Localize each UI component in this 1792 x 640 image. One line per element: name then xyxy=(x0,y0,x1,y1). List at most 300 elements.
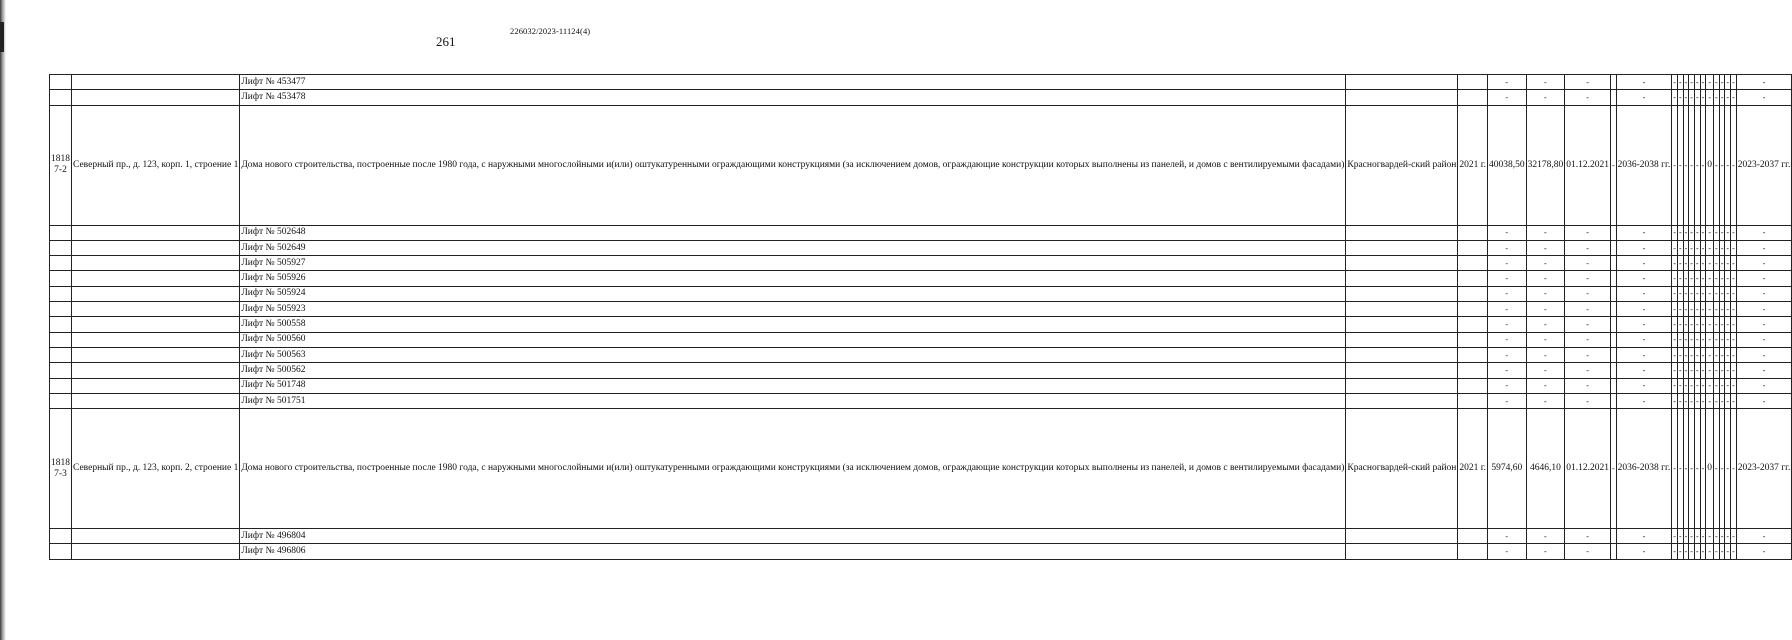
cell-empty xyxy=(1346,332,1458,347)
dash-cell: - xyxy=(1683,286,1689,301)
dash-cell: - xyxy=(1736,529,1792,544)
dash-cell: - xyxy=(1689,271,1695,286)
dash-cell: - xyxy=(1677,378,1683,393)
dash-cell: - xyxy=(1736,302,1792,317)
dash-cell: - xyxy=(1694,363,1700,378)
dash-cell: - xyxy=(1700,332,1706,347)
dash-cell: - xyxy=(1706,286,1714,301)
dash-cell: - xyxy=(1677,256,1683,271)
cell-empty xyxy=(50,271,72,286)
dash-cell: - xyxy=(1725,363,1731,378)
dash-cell: - xyxy=(1719,105,1725,225)
dash-cell: - xyxy=(1714,544,1720,559)
cell-empty xyxy=(50,75,72,90)
cell-empty xyxy=(1346,90,1458,105)
dash-cell: - xyxy=(1719,286,1725,301)
dash-cell: - xyxy=(1719,225,1725,240)
dash-cell: - xyxy=(1725,302,1731,317)
dash-cell: - xyxy=(1725,332,1731,347)
dash-cell: - xyxy=(1731,105,1737,225)
dash-cell: - xyxy=(1672,544,1678,559)
dash-cell: - xyxy=(1689,105,1695,225)
dash-cell: - xyxy=(1719,317,1725,332)
cell-empty xyxy=(72,256,240,271)
dash-cell: - xyxy=(1683,393,1689,408)
dash-cell: - xyxy=(1714,378,1720,393)
dash-cell: - xyxy=(1526,90,1565,105)
dash-cell: - xyxy=(1700,378,1706,393)
dash-cell: - xyxy=(1689,544,1695,559)
dash-cell: - xyxy=(1565,302,1611,317)
dash-cell: - xyxy=(1725,75,1731,90)
dash-cell: - xyxy=(1700,544,1706,559)
document-reference: 226032/2023-11124(4) xyxy=(510,26,591,36)
dash-cell: - xyxy=(1694,544,1700,559)
zero-value: 0 xyxy=(1706,409,1714,529)
dash-cell: - xyxy=(1487,302,1526,317)
dash-cell: - xyxy=(1706,240,1714,255)
dash-cell: - xyxy=(1725,317,1731,332)
dash-cell: - xyxy=(1677,90,1683,105)
dash-cell: - xyxy=(1487,240,1526,255)
dash-cell: - xyxy=(1731,90,1737,105)
dash-cell: - xyxy=(1706,378,1714,393)
cell-empty xyxy=(1346,225,1458,240)
dash-cell: - xyxy=(1725,240,1731,255)
dash-cell: - xyxy=(1526,240,1565,255)
program-period: 2023-2037 гг. xyxy=(1736,105,1792,225)
dash-cell: - xyxy=(1689,347,1695,362)
dash-cell: - xyxy=(1689,363,1695,378)
dash-cell: - xyxy=(1672,75,1678,90)
dash-cell: - xyxy=(1725,271,1731,286)
dash-cell: - xyxy=(1565,544,1611,559)
dash-cell: - xyxy=(1672,225,1678,240)
cell-empty xyxy=(1458,378,1488,393)
dash-cell: - xyxy=(1677,286,1683,301)
cell-empty xyxy=(72,378,240,393)
cell-empty xyxy=(1458,302,1488,317)
dash-cell: - xyxy=(1714,332,1720,347)
dash-cell: - xyxy=(1706,544,1714,559)
dash-cell: - xyxy=(1683,363,1689,378)
dash-cell: - xyxy=(1731,302,1737,317)
dash-cell: - xyxy=(1683,240,1689,255)
dash-cell: - xyxy=(1487,347,1526,362)
dash-cell: - xyxy=(1677,363,1683,378)
dash-cell: - xyxy=(1700,286,1706,301)
dash-cell: - xyxy=(1719,240,1725,255)
dash-cell: - xyxy=(1706,75,1714,90)
dash-cell: - xyxy=(1731,529,1737,544)
dash-cell: - xyxy=(1700,240,1706,255)
dash-cell: - xyxy=(1616,393,1672,408)
dash-cell: - xyxy=(1677,317,1683,332)
cell-empty xyxy=(50,378,72,393)
dash-cell: - xyxy=(1683,105,1689,225)
dash-cell: - xyxy=(1694,529,1700,544)
dash-cell: - xyxy=(1736,378,1792,393)
cell-empty xyxy=(72,393,240,408)
dash-cell: - xyxy=(1677,75,1683,90)
cell-empty xyxy=(1346,529,1458,544)
dash-cell: - xyxy=(1672,286,1678,301)
dash-cell: - xyxy=(1731,225,1737,240)
dash-cell: - xyxy=(1616,317,1672,332)
dash-cell: - xyxy=(1616,271,1672,286)
dash-cell: - xyxy=(1731,347,1737,362)
cell-empty xyxy=(50,332,72,347)
dash-cell: - xyxy=(1731,75,1737,90)
dash-cell: - xyxy=(1706,363,1714,378)
table-row xyxy=(50,256,1792,271)
lift-name: Лифт № 496804 xyxy=(240,529,1346,544)
dash-cell: - xyxy=(1700,75,1706,90)
dash-cell: - xyxy=(1672,256,1678,271)
dash-cell: - xyxy=(1683,225,1689,240)
dash-cell: - xyxy=(1683,529,1689,544)
dash-cell: - xyxy=(1616,90,1672,105)
dash-cell: - xyxy=(1565,378,1611,393)
dash-cell: - xyxy=(1731,332,1737,347)
dash-cell: - xyxy=(1526,317,1565,332)
dash-cell: - xyxy=(1672,347,1678,362)
dash-cell: - xyxy=(1731,409,1737,529)
dash-cell: - xyxy=(1706,90,1714,105)
dash-cell: - xyxy=(1672,409,1678,529)
cell-empty xyxy=(72,286,240,301)
dash-cell: - xyxy=(1714,75,1720,90)
cell-empty xyxy=(50,302,72,317)
cell-empty xyxy=(50,317,72,332)
dash-cell: - xyxy=(1683,317,1689,332)
dash-cell: - xyxy=(1694,378,1700,393)
dash-cell: - xyxy=(1672,332,1678,347)
dash-cell: - xyxy=(1694,240,1700,255)
dash-cell: - xyxy=(1719,529,1725,544)
cell-empty xyxy=(1458,256,1488,271)
cell-empty xyxy=(1458,271,1488,286)
dash-cell: - xyxy=(1526,256,1565,271)
dash-cell: - xyxy=(1731,378,1737,393)
dash-cell: - xyxy=(1565,271,1611,286)
dash-cell: - xyxy=(1683,90,1689,105)
dash-cell: - xyxy=(1565,286,1611,301)
cell-empty xyxy=(50,256,72,271)
cell-empty xyxy=(72,347,240,362)
dash-cell: - xyxy=(1714,105,1720,225)
building-address: Северный пр., д. 123, корп. 1, строение 1 xyxy=(72,105,240,225)
dash-cell: - xyxy=(1677,225,1683,240)
dash-cell: - xyxy=(1694,256,1700,271)
dash-cell: - xyxy=(1725,256,1731,271)
lift-name: Лифт № 502649 xyxy=(240,240,1346,255)
dash-cell: - xyxy=(1683,544,1689,559)
dash-cell: - xyxy=(1677,544,1683,559)
cell-empty xyxy=(72,240,240,255)
building-address: Северный пр., д. 123, корп. 2, строение 1 xyxy=(72,409,240,529)
dash-cell: - xyxy=(1725,347,1731,362)
dash-cell: - xyxy=(1689,90,1695,105)
dash-cell: - xyxy=(1700,529,1706,544)
cell-empty xyxy=(1458,393,1488,408)
dash-cell: - xyxy=(1616,256,1672,271)
dash-cell: - xyxy=(1714,347,1720,362)
dash-cell: - xyxy=(1714,256,1720,271)
lift-name: Лифт № 453478 xyxy=(240,90,1346,105)
dash-cell: - xyxy=(1714,363,1720,378)
cell-empty xyxy=(50,286,72,301)
cell-empty xyxy=(72,302,240,317)
cell-empty xyxy=(50,393,72,408)
dash-cell: - xyxy=(1736,90,1792,105)
dash-cell: - xyxy=(1700,256,1706,271)
cell-empty xyxy=(72,75,240,90)
dash-cell: - xyxy=(1677,393,1683,408)
dash-cell: - xyxy=(1487,286,1526,301)
dash-cell: - xyxy=(1706,347,1714,362)
table-row xyxy=(50,347,1792,362)
dash-cell: - xyxy=(1616,302,1672,317)
dash-cell: - xyxy=(1719,409,1725,529)
dash-cell: - xyxy=(1736,363,1792,378)
dash-cell: - xyxy=(1700,105,1706,225)
table-row xyxy=(50,332,1792,347)
dash-cell: - xyxy=(1719,332,1725,347)
dash-cell: - xyxy=(1487,225,1526,240)
scan-shadow xyxy=(0,0,6,640)
dash-cell: - xyxy=(1526,378,1565,393)
cell-empty xyxy=(1346,286,1458,301)
building-type: Дома нового строительства, построенные после 1980 года, с наружными многослойными и(или) оштукатуренными ограждающими конструкциями (за исключением домов, ограждающие конструкции которых выполнены из панелей, и домов с вентилируемыми фасадами) xyxy=(240,409,1346,529)
dash-cell: - xyxy=(1736,544,1792,559)
dash-cell: - xyxy=(1526,75,1565,90)
dash-cell: - xyxy=(1565,363,1611,378)
lift-name: Лифт № 453477 xyxy=(240,75,1346,90)
dash-cell: - xyxy=(1616,378,1672,393)
housing-register-table xyxy=(49,74,1792,560)
lift-name: Лифт № 500562 xyxy=(240,363,1346,378)
dash-cell: - xyxy=(1714,271,1720,286)
dash-cell: - xyxy=(1677,529,1683,544)
dash-cell: - xyxy=(1565,225,1611,240)
dash-cell: - xyxy=(1725,90,1731,105)
dash-cell: - xyxy=(1714,286,1720,301)
dash-cell: - xyxy=(1616,529,1672,544)
dash-cell: - xyxy=(1487,393,1526,408)
dash-cell: - xyxy=(1565,347,1611,362)
dash-cell: - xyxy=(1677,271,1683,286)
lift-name: Лифт № 500558 xyxy=(240,317,1346,332)
dash-cell: - xyxy=(1694,317,1700,332)
cell-empty xyxy=(72,544,240,559)
cell-empty xyxy=(72,363,240,378)
cell-empty xyxy=(50,529,72,544)
dash-cell: - xyxy=(1694,332,1700,347)
dash-cell: - xyxy=(1725,409,1731,529)
dash-cell: - xyxy=(1616,240,1672,255)
dash-cell: - xyxy=(1719,347,1725,362)
living-area: 4646,10 xyxy=(1526,409,1565,529)
dash-cell: - xyxy=(1731,256,1737,271)
cell-empty xyxy=(1346,271,1458,286)
dash-cell: - xyxy=(1689,286,1695,301)
cell-empty xyxy=(1458,240,1488,255)
building-number: 1818 7-2 xyxy=(50,105,72,225)
dash-cell: - xyxy=(1736,317,1792,332)
building-row xyxy=(50,105,1792,225)
dash-cell: - xyxy=(1487,317,1526,332)
lift-name: Лифт № 501748 xyxy=(240,378,1346,393)
dash-cell: - xyxy=(1725,286,1731,301)
dash-cell: - xyxy=(1689,240,1695,255)
lift-name: Лифт № 505926 xyxy=(240,271,1346,286)
dash-cell: - xyxy=(1677,302,1683,317)
dash-cell: - xyxy=(1677,240,1683,255)
repair-period: 2036-2038 гг. xyxy=(1616,409,1672,529)
dash-cell: - xyxy=(1677,347,1683,362)
cell-empty xyxy=(1458,286,1488,301)
dash-cell: - xyxy=(1694,302,1700,317)
cell-empty xyxy=(1346,544,1458,559)
cell-empty xyxy=(72,271,240,286)
dash-cell: - xyxy=(1487,363,1526,378)
dash-cell: - xyxy=(1731,286,1737,301)
cell-empty xyxy=(50,225,72,240)
dash-cell: - xyxy=(1731,544,1737,559)
dash-cell: - xyxy=(1526,544,1565,559)
dash-cell: - xyxy=(1672,393,1678,408)
dash-cell: - xyxy=(1526,271,1565,286)
dash-cell: - xyxy=(1694,75,1700,90)
dash-cell: - xyxy=(1719,75,1725,90)
cell-empty xyxy=(1458,529,1488,544)
dash-cell: - xyxy=(1616,347,1672,362)
dash-cell: - xyxy=(1672,240,1678,255)
dash-cell: - xyxy=(1725,529,1731,544)
lift-name: Лифт № 501751 xyxy=(240,393,1346,408)
table-row xyxy=(50,286,1792,301)
dash-cell: - xyxy=(1689,302,1695,317)
lift-name: Лифт № 502648 xyxy=(240,225,1346,240)
lift-name: Лифт № 500560 xyxy=(240,332,1346,347)
dash-cell: - xyxy=(1736,271,1792,286)
total-area: 40038,50 xyxy=(1487,105,1526,225)
dash-cell: - xyxy=(1487,529,1526,544)
dash-cell: - xyxy=(1731,363,1737,378)
cell-empty xyxy=(1346,75,1458,90)
dash-cell: - xyxy=(1487,332,1526,347)
table-row xyxy=(50,271,1792,286)
table-row xyxy=(50,75,1792,90)
lift-name: Лифт № 505927 xyxy=(240,256,1346,271)
dash-cell: - xyxy=(1565,90,1611,105)
page-number: 261 xyxy=(436,34,456,49)
dash-cell: - xyxy=(1694,286,1700,301)
dash-cell: - xyxy=(1736,286,1792,301)
dash-cell: - xyxy=(1689,256,1695,271)
cell-empty xyxy=(1458,225,1488,240)
dash-cell: - xyxy=(1736,75,1792,90)
dash-cell: - xyxy=(1565,529,1611,544)
dash-cell: - xyxy=(1526,225,1565,240)
dash-cell: - xyxy=(1526,286,1565,301)
dash-cell: - xyxy=(1719,256,1725,271)
dash-cell: - xyxy=(1736,240,1792,255)
program-period: 2023-2037 гг. xyxy=(1736,409,1792,529)
dash-cell: - xyxy=(1677,105,1683,225)
dash-cell: - xyxy=(1731,240,1737,255)
dash-cell: - xyxy=(1672,302,1678,317)
dash-cell: - xyxy=(1672,317,1678,332)
dash-cell: - xyxy=(1700,363,1706,378)
cell-empty xyxy=(1458,332,1488,347)
cell-empty xyxy=(50,363,72,378)
dash-cell: - xyxy=(1700,317,1706,332)
dash-cell: - xyxy=(1526,363,1565,378)
building-type: Дома нового строительства, построенные после 1980 года, с наружными многослойными и(или) оштукатуренными ограждающими конструкциями (за исключением домов, ограждающие конструкции которых выполнены из панелей, и домов с вентилируемыми фасадами) xyxy=(240,105,1346,225)
dash-cell: - xyxy=(1706,225,1714,240)
cell-empty xyxy=(1458,317,1488,332)
dash-cell: - xyxy=(1700,347,1706,362)
zero-value: 0 xyxy=(1706,105,1714,225)
dash-cell: - xyxy=(1694,105,1700,225)
construction-year: 2021 г. xyxy=(1458,105,1488,225)
dash-cell: - xyxy=(1487,256,1526,271)
dash-cell: - xyxy=(1689,332,1695,347)
cell-empty xyxy=(1458,544,1488,559)
lift-name: Лифт № 500563 xyxy=(240,347,1346,362)
cell-empty xyxy=(1346,393,1458,408)
dash-cell: - xyxy=(1736,256,1792,271)
dash-cell: - xyxy=(1714,302,1720,317)
cell-empty xyxy=(1458,363,1488,378)
dash-cell: - xyxy=(1526,302,1565,317)
dash-cell: - xyxy=(1694,225,1700,240)
table-row xyxy=(50,529,1792,544)
dash-cell: - xyxy=(1731,317,1737,332)
dash-cell: - xyxy=(1672,529,1678,544)
dash-cell: - xyxy=(1700,393,1706,408)
dash-cell: - xyxy=(1689,529,1695,544)
lift-name: Лифт № 496806 xyxy=(240,544,1346,559)
dash-cell: - xyxy=(1526,393,1565,408)
dash-cell: - xyxy=(1694,271,1700,286)
cell-empty xyxy=(50,544,72,559)
cell-empty xyxy=(72,529,240,544)
dash-cell: - xyxy=(1487,378,1526,393)
dash-cell: - xyxy=(1526,347,1565,362)
table-row xyxy=(50,378,1792,393)
dash-cell: - xyxy=(1677,332,1683,347)
cell-empty xyxy=(1346,347,1458,362)
inspection-date: 01.12.2021 xyxy=(1565,105,1611,225)
cell-empty xyxy=(72,90,240,105)
cell-empty xyxy=(50,347,72,362)
inspection-date: 01.12.2021 xyxy=(1565,409,1611,529)
dash-cell: - xyxy=(1714,393,1720,408)
dash-cell: - xyxy=(1616,75,1672,90)
dash-cell: - xyxy=(1683,378,1689,393)
dash-cell: - xyxy=(1714,240,1720,255)
dash-cell: - xyxy=(1672,363,1678,378)
dash-cell: - xyxy=(1672,378,1678,393)
dash-cell: - xyxy=(1616,363,1672,378)
scan-mark xyxy=(0,22,4,52)
table-row xyxy=(50,363,1792,378)
dash-cell: - xyxy=(1719,90,1725,105)
dash-cell: - xyxy=(1706,256,1714,271)
